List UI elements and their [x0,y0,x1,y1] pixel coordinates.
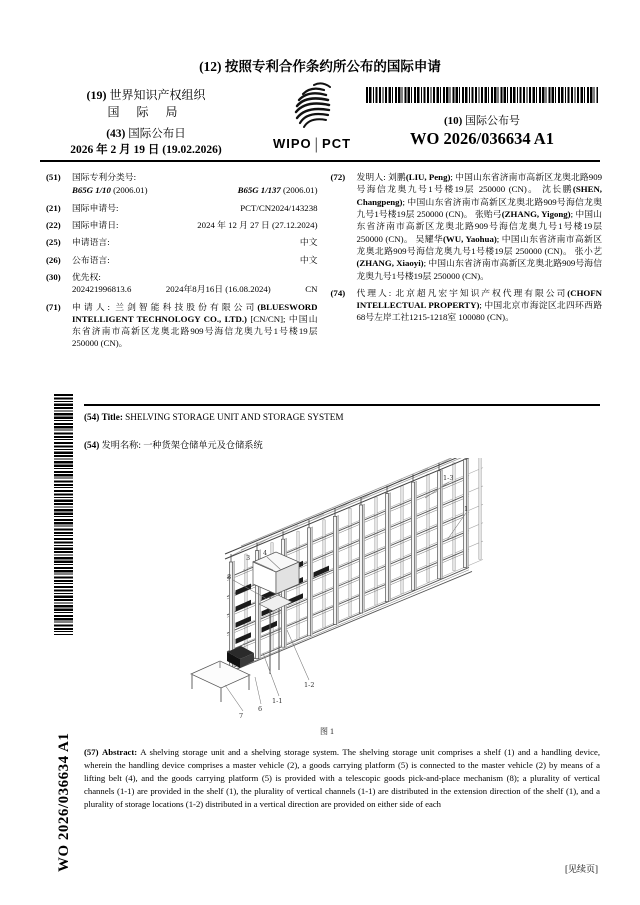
pub-no-label-line [366,112,598,128]
callout-1-1: 1-1 [272,697,283,705]
pub-date-block [36,127,256,158]
agent-text: 代理人: 北京超凡宏宇知识产权代理有限公司(CHOFN INTELLECTUAL PROPERTY); 中国北京市海淀区北四环西路68号左岸工社1215-1218室 100080 (CN)。 [356,287,602,323]
field-tag: (21) [46,202,61,213]
field-value: 中文 [299,254,318,265]
abstract-tag: (57) [84,747,99,757]
field-label: 国际申请号: [72,202,119,213]
title-text: SHELVING STORAGE UNIT AND STORAGE SYSTEM [125,412,344,422]
field-tag: (71) [46,301,61,312]
field-application-number [46,202,318,214]
field-filing-date [46,219,318,231]
title-cn-label: 发明名称: [101,440,141,450]
field-value: PCT/CN2024/143238 [240,202,318,213]
ipc-code-2: B65G 1/137 (2006.01) [237,185,318,196]
pub-date-label-line [36,127,256,142]
field-value: 2024 年 12 月 27 日 (27.12.2024) [197,219,318,230]
abstract-label: Abstract: [101,747,138,757]
figure-1 [175,458,510,748]
pub-date-label: 国际公布日 [128,128,186,141]
org-bureau: 国 际 局 [107,104,185,119]
wipo-swirl-icon [286,82,338,130]
continued-note: [见续页] [565,864,598,874]
shelving-drawing [175,458,510,748]
priority-country: CN [305,284,318,295]
field-tag: (25) [46,237,61,248]
field-tag: (72) [330,172,346,182]
pub-date-tag: (43) [106,128,126,141]
abstract-text: A shelving storage unit and a shelving storage system. The shelving storage unit comprises a shelf (1) and a handling device, wherein the handling device comprises a master vehicle (2), a goods carrying platform (5) is connected to the master vehicle (2) by means of a lifting belt (4), and the goods carrying platform (5) is provided with a telescopic goods pick-and-place mechanism (8); a plurality of vertical channels (1-1) are provided in the shelf (1), the plurality of vertical channels (1-1) are distributed in the extension direction of the shelf (1), and a plurality of storage locations (1-2) distributed in a vertical direction are provided on either side of each [84,747,600,810]
field-tag: (26) [46,254,61,265]
rack-drawing [191,458,486,702]
field-tag: (30) [46,271,61,282]
wipo-org-block [36,88,256,158]
field-tag: (22) [46,219,61,230]
field-ipc [46,171,318,197]
title-cn-text: 一种货架仓储单元及仓储系统 [143,440,263,450]
pub-date-value: 2026 年 2 月 19 日 (19.02.2026) [70,144,222,157]
inventors-text: 发明人: 刘鹏(LIU, Peng); 中国山东省济南市高新区龙奥北路909号海信龙奥九号1号楼19层 250000 (CN)。 沈长鹏(SHEN, Changpeng); 中国山东省济南市高新区龙奥北路909号海信龙奥九号1号楼19层 250000 (CN)。 张贻弓(ZHANG, Yigong); 中国山东省济南市高新区龙奥北路909号海信龙奥九号1号楼19层 250000 (CN)。 吴耀华(WU, Yaohua); 中国山东省济南市高新区龙奥北路909号海信龙奥九号1号楼19层 250000 (CN)。 张小艺(ZHANG, Xiaoyi); 中国山东省济南市高新区龙奥北路909号海信龙奥九号1号楼19层 250000 (CN)。 [356,172,603,281]
side-barcode [54,394,73,635]
field-tag: (51) [46,172,61,182]
publication-number-block [366,112,598,149]
publication-number: WO 2026/036634 A1 [410,129,554,148]
callout-3: 3 [246,554,251,562]
callout-1: 1 [464,505,469,513]
pub-no-label: 国际公布号 [465,115,521,127]
org-tag: (19) [86,88,107,102]
field-priority [46,271,318,296]
priority-number: 202421996813.6 [72,284,132,295]
title-cn-tag: (54) [84,440,100,450]
field-agent [331,287,603,324]
callout-1-3: 1-3 [443,474,454,482]
ipc-label: 国际专利分类号: [72,172,137,182]
field-inventors [331,171,603,282]
header-divider [40,160,600,162]
wordmark-pct: PCT [322,136,352,151]
title-tag: (54) [84,412,100,422]
biblio-left-column [46,171,318,355]
callout-1-2: 1-2 [304,681,315,689]
field-filing-language [46,236,318,248]
org-name-line [36,88,256,104]
title-english [84,412,600,422]
title-label: Title: [101,412,123,422]
figure-caption: 图 1 [320,727,334,736]
callout-4: 4 [263,549,268,557]
ipc-codes [72,184,318,196]
field-applicant [46,301,318,350]
pub-no-tag: (10) [443,115,463,127]
wipo-pct-wordmark [270,136,354,151]
publication-type-line: (12) 按照专利合作条约所公布的国际申请 [199,59,441,74]
title-divider [84,404,600,406]
callout-6: 6 [258,705,263,713]
callout-7: 7 [239,712,244,720]
ipc-code-1: B65G 1/10 (2006.01) [72,185,148,196]
priority-data [72,283,318,295]
publication-barcode [366,87,598,103]
wordmark-divider: | [314,134,320,153]
abstract-paragraph [84,746,600,811]
title-chinese [84,437,600,451]
wordmark-wipo: WIPO [272,136,312,151]
field-value: 中文 [299,237,318,248]
org-name: 世界知识产权组织 [109,88,206,102]
field-label: 申请语言: [72,237,110,248]
priority-label: 优先权: [72,271,101,282]
bibliographic-section [46,171,602,355]
sidebar-publication-number: WO 2026/036634 A1 [56,732,72,872]
field-tag: (74) [330,287,346,298]
biblio-right-column [331,171,603,355]
callout-8: 8 [227,573,232,581]
wipo-logo [270,82,354,151]
field-label: 公布语言: [72,254,110,265]
priority-date: 2024年8月16日 (16.08.2024) [165,284,271,295]
applicant-text: 申请人: 兰剑智能科技股份有限公司(BLUESWORD INTELLIGENT TECHNOLOGY CO., LTD.) [CN/CN]; 中国山东省济南市高新区龙奥北路909号海信龙奥九号1号楼19层 250000 (CN)。 [72,301,318,349]
field-publication-language [46,254,318,266]
field-label: 国际申请日: [72,219,119,230]
